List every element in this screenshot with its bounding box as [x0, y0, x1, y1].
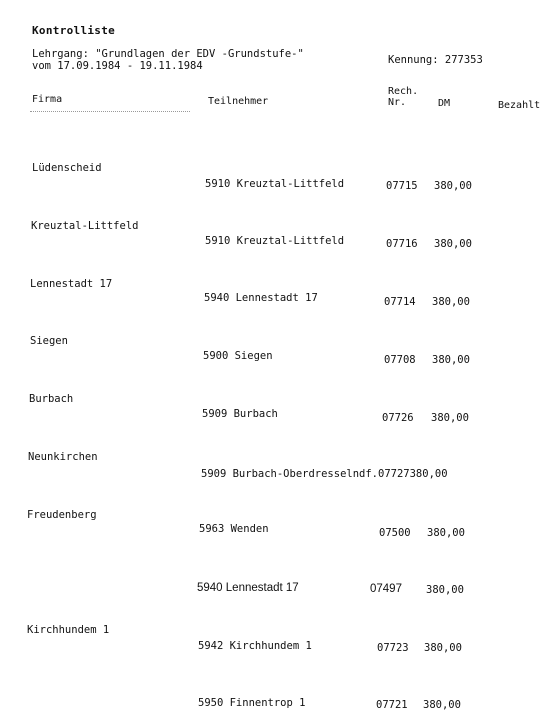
firma-cell: Neunkirchen: [28, 451, 98, 463]
dm-cell: 380,00: [426, 584, 464, 596]
firma-cell: Freudenberg: [27, 509, 97, 521]
teilnehmer-cell: 5940 Lennestadt 17: [197, 582, 299, 594]
teilnehmer-cell: 5942 Kirchhundem 1: [198, 640, 312, 652]
rech-nr-cell: 07497: [370, 583, 402, 595]
rech-nr-cell: 07500: [379, 527, 411, 539]
dm-cell: 380,00: [431, 412, 469, 424]
column-header-bezahlt: Bezahlt: [498, 100, 541, 111]
rech-nr-cell: 07714: [384, 296, 416, 308]
firma-cell: Kreuztal-Littfeld: [31, 220, 139, 232]
rech-nr-cell: 07723: [377, 642, 409, 654]
period-line: vom 17.09.1984 - 19.11.1984: [32, 60, 203, 72]
teilnehmer-cell: 5909 Burbach: [202, 408, 278, 420]
dm-cell: 380,00: [424, 642, 462, 654]
dm-cell: 380,00: [434, 180, 472, 192]
teilnehmer-cell: 5963 Wenden: [199, 523, 269, 535]
rech-nr-cell: 07716: [386, 238, 418, 250]
column-header-firma: Firma: [32, 94, 63, 105]
rech-nr-cell: 07726: [382, 412, 414, 424]
teilnehmer-cell: 5950 Finnentrop 1: [198, 697, 306, 709]
dm-cell: 380,00: [423, 699, 461, 711]
rech-nr-cell: 07715: [386, 180, 418, 192]
rech-nr-cell: 07721: [376, 699, 408, 711]
dm-cell: 380,00: [427, 527, 465, 539]
column-header-rech: Rech.: [388, 86, 419, 97]
firma-cell: Lennestadt 17: [30, 278, 113, 290]
teilnehmer-cell: 5900 Siegen: [203, 350, 273, 362]
column-header-teilnehmer: Teilnehmer: [208, 96, 269, 107]
identifier-line: Kennung: 277353: [388, 54, 483, 66]
teilnehmer-cell: 5940 Lennestadt 17: [204, 292, 318, 304]
firma-cell: Kirchhundem 1: [27, 624, 110, 636]
column-header-dm: DM: [438, 98, 451, 109]
firma-cell: Siegen: [30, 335, 68, 347]
teilnehmer-cell: 5910 Kreuztal-Littfeld: [205, 178, 345, 190]
column-header-nr: Nr.: [388, 97, 407, 108]
dm-cell: 380,00: [432, 296, 470, 308]
rech-nr-cell: 07708: [384, 354, 416, 366]
teilnehmer-cell: 5909 Burbach-Oberdresselndf.07727380,00: [201, 468, 448, 480]
header-rule: [30, 111, 190, 112]
firma-cell: Lüdenscheid: [32, 162, 102, 174]
firma-cell: Burbach: [29, 393, 74, 405]
dm-cell: 380,00: [432, 354, 470, 366]
course-line: Lehrgang: "Grundlagen der EDV -Grundstufe-": [32, 48, 304, 60]
teilnehmer-cell: 5910 Kreuztal-Littfeld: [205, 235, 345, 247]
dm-cell: 380,00: [434, 238, 472, 250]
document-title: Kontrolliste: [32, 24, 116, 37]
